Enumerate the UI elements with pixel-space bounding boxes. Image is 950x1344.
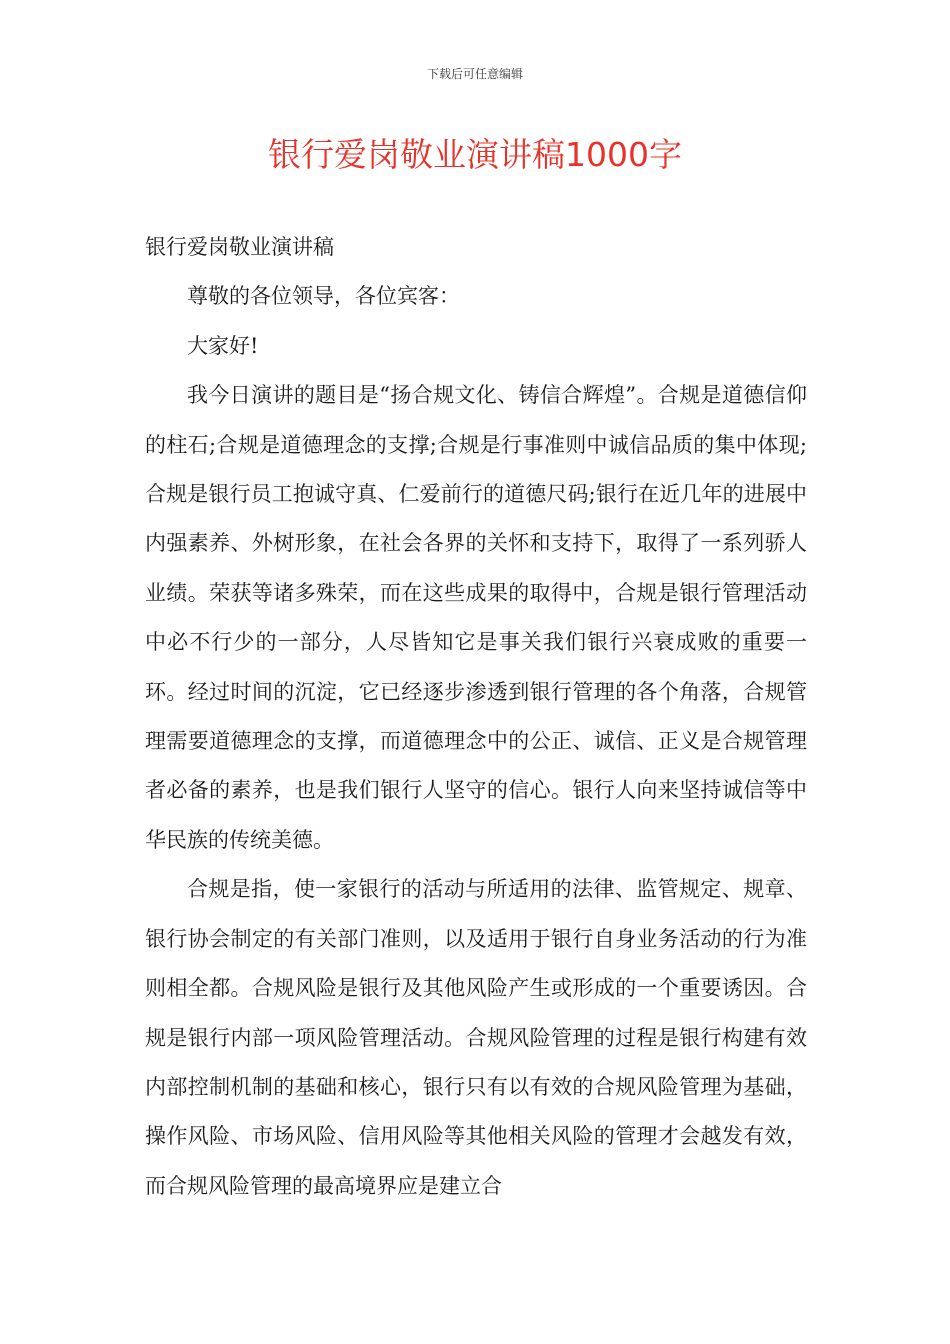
paragraph-salutation: 尊敬的各位领导，各位宾客： bbox=[187, 284, 460, 309]
document-title: 银行爱岗敬业演讲稿1000字 bbox=[268, 135, 682, 174]
paragraph-body-2: 合规是指，使一家银行的活动与所适用的法律、监管规定、规章、银行协会制定的有关部门准则，以及适用于银行自身业务活动的行为准则相全都。合规风险是银行及其他风险产生或形成的一个重要诱因。合规是银行内部一项风险管理活动。合规风险管理的过程是银行构建有效内部控制机制的基础和核心，银行只有以有效的合规风险管理为基础，操作风险、市场风险、信用风险等其他相关风险的管理才会越发有效，而合规风险管理的最高境界应是建立合 bbox=[145, 877, 807, 1198]
paragraph-body-1: 我今日演讲的题目是“扬合规文化、铸信合辉煌”。合规是道德信仰的柱石;合规是道德理念的支撑;合规是行事准则中诚信品质的集中体现;合规是银行员工抱诚守真、仁爱前行的道德尺码;银行在近几年的进展中内强素养、外树形象，在社会各界的关怀和支持下，取得了一系列骄人业绩。荣获等诸多殊荣，而在这些成果的取得中，合规是银行管理活动中必不行少的一部分，人尽皆知它是事关我们银行兴衰成败的重要一环。经过时间的沉淀，它已经逐步渗透到银行管理的各个角落，合规管理需要道德理念的支撑，而道德理念中的公正、诚信、正义是合规管理者必备的素养，也是我们银行人坚守的信心。银行人向来坚持诚信等中华民族的传统美德。 bbox=[145, 383, 807, 852]
paragraph-heading: 银行爱岗敬业演讲稿 bbox=[145, 235, 334, 259]
paragraph-greeting: 大家好! bbox=[187, 333, 259, 358]
document-body bbox=[145, 223, 807, 1211]
page-header-note: 下载后可任意编辑 bbox=[426, 67, 523, 81]
